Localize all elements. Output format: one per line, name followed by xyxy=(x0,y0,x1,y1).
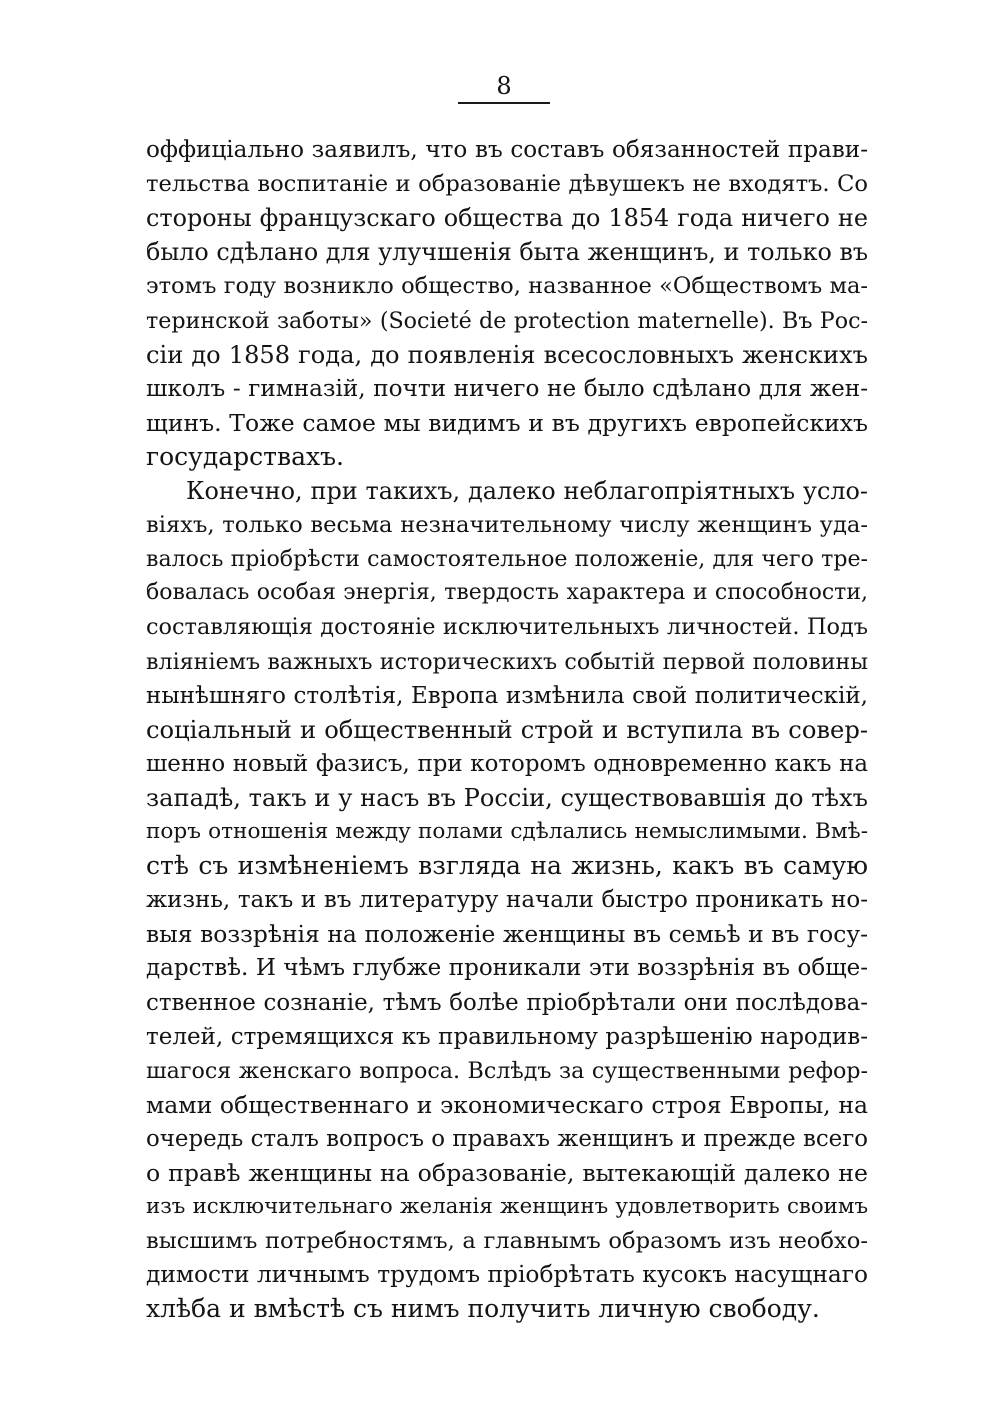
text-line: было сдѣлано для улучшенія быта женщинъ, и только въ xyxy=(146,238,868,267)
text-line: тельства воспитаніе и образованіе дѣвушекъ не входятъ. Со xyxy=(146,171,868,198)
text-line: хлѣба и вмѣстѣ съ нимъ получить личную свободу. xyxy=(146,1294,820,1324)
text-line: западѣ, такъ и у насъ въ Россіи, существовавшія до тѣхъ xyxy=(146,783,868,812)
text-line: телей, стремящихся къ правильному разрѣшенію народив- xyxy=(146,1023,868,1050)
text-line: шагося женскаго вопроса. Вслѣдъ за существенными рефор- xyxy=(146,1057,868,1084)
text-line: изъ исключительнаго желанія женщинъ удовлетворить своимъ xyxy=(146,1194,868,1220)
text-line: стороны французскаго общества до 1854 года ничего не xyxy=(146,204,868,233)
text-line: бовалась особая энергія, твердость характера и способности, xyxy=(146,580,868,606)
header-rule xyxy=(458,102,550,104)
text-line: Конечно, при такихъ, далеко неблагопріятныхъ усло- xyxy=(186,477,868,505)
text-line: щинъ. Тоже самое мы видимъ и въ другихъ европейскихъ xyxy=(146,408,868,437)
text-line: теринской заботы» (Societé de protection maternelle). Въ Рос- xyxy=(146,307,868,334)
text-line: сіи до 1858 года, до появленія всесословныхъ женскихъ xyxy=(146,340,868,369)
text-line: оффиціально заявилъ, что въ составъ обязанностей прави- xyxy=(146,137,868,163)
text-line: этомъ году возникло общество, названное «Обществомъ ма- xyxy=(146,273,868,300)
text-line: шенно новый фазисъ, при которомъ одновременно какъ на xyxy=(146,750,868,777)
text-line: составляющія достояніе исключительныхъ личностей. Подъ xyxy=(146,614,868,641)
text-line: мами общественнаго и экономическаго строя Европы, на xyxy=(146,1090,868,1119)
text-line: жизнь, такъ и въ литературу начали быстро проникать но- xyxy=(146,887,868,914)
text-line: валось пріобрѣсти самостоятельное положеніе, для чего тре- xyxy=(146,546,868,573)
text-line: ственное сознаніе, тѣмъ болѣе пріобрѣтали они послѣдова- xyxy=(146,989,868,1016)
text-line: очередь сталъ вопросъ о правахъ женщинъ и прежде всего xyxy=(146,1125,868,1152)
text-line: віяхъ, только весьма незначительному числу женщинъ уда- xyxy=(146,512,868,539)
page-number: 8 xyxy=(496,72,512,100)
text-line: поръ отношенія между полами сдѣлались немыслимыми. Вмѣ- xyxy=(146,819,868,844)
text-line: дарствѣ. И чѣмъ глубже проникали эти воззрѣнія въ обще- xyxy=(146,955,868,982)
text-line: вліяніемъ важныхъ историческихъ событій первой половины xyxy=(146,648,868,675)
text-line: о правѣ женщины на образованіе, вытекающій далеко не xyxy=(146,1159,868,1187)
page-header xyxy=(0,72,1000,104)
text-line: стѣ съ измѣненіемъ взгляда на жизнь, какъ въ самую xyxy=(146,851,868,881)
text-line: соціальный и общественный строй и вступила въ совер- xyxy=(146,715,868,744)
text-line: димости личнымъ трудомъ пріобрѣтать кусокъ насущнаго xyxy=(146,1261,868,1289)
text-line: нынѣшняго столѣтія, Европа измѣнила свой политическій, xyxy=(146,682,868,709)
text-line: государствахъ. xyxy=(146,441,344,471)
text-line: выя воззрѣнія на положеніе женщины въ семьѣ и въ госу- xyxy=(146,920,868,949)
text-line: школъ - гимназій, почти ничего не было сдѣлано для жен- xyxy=(146,375,868,402)
text-line: высшимъ потребностямъ, а главнымъ образомъ изъ необхо- xyxy=(146,1228,868,1255)
